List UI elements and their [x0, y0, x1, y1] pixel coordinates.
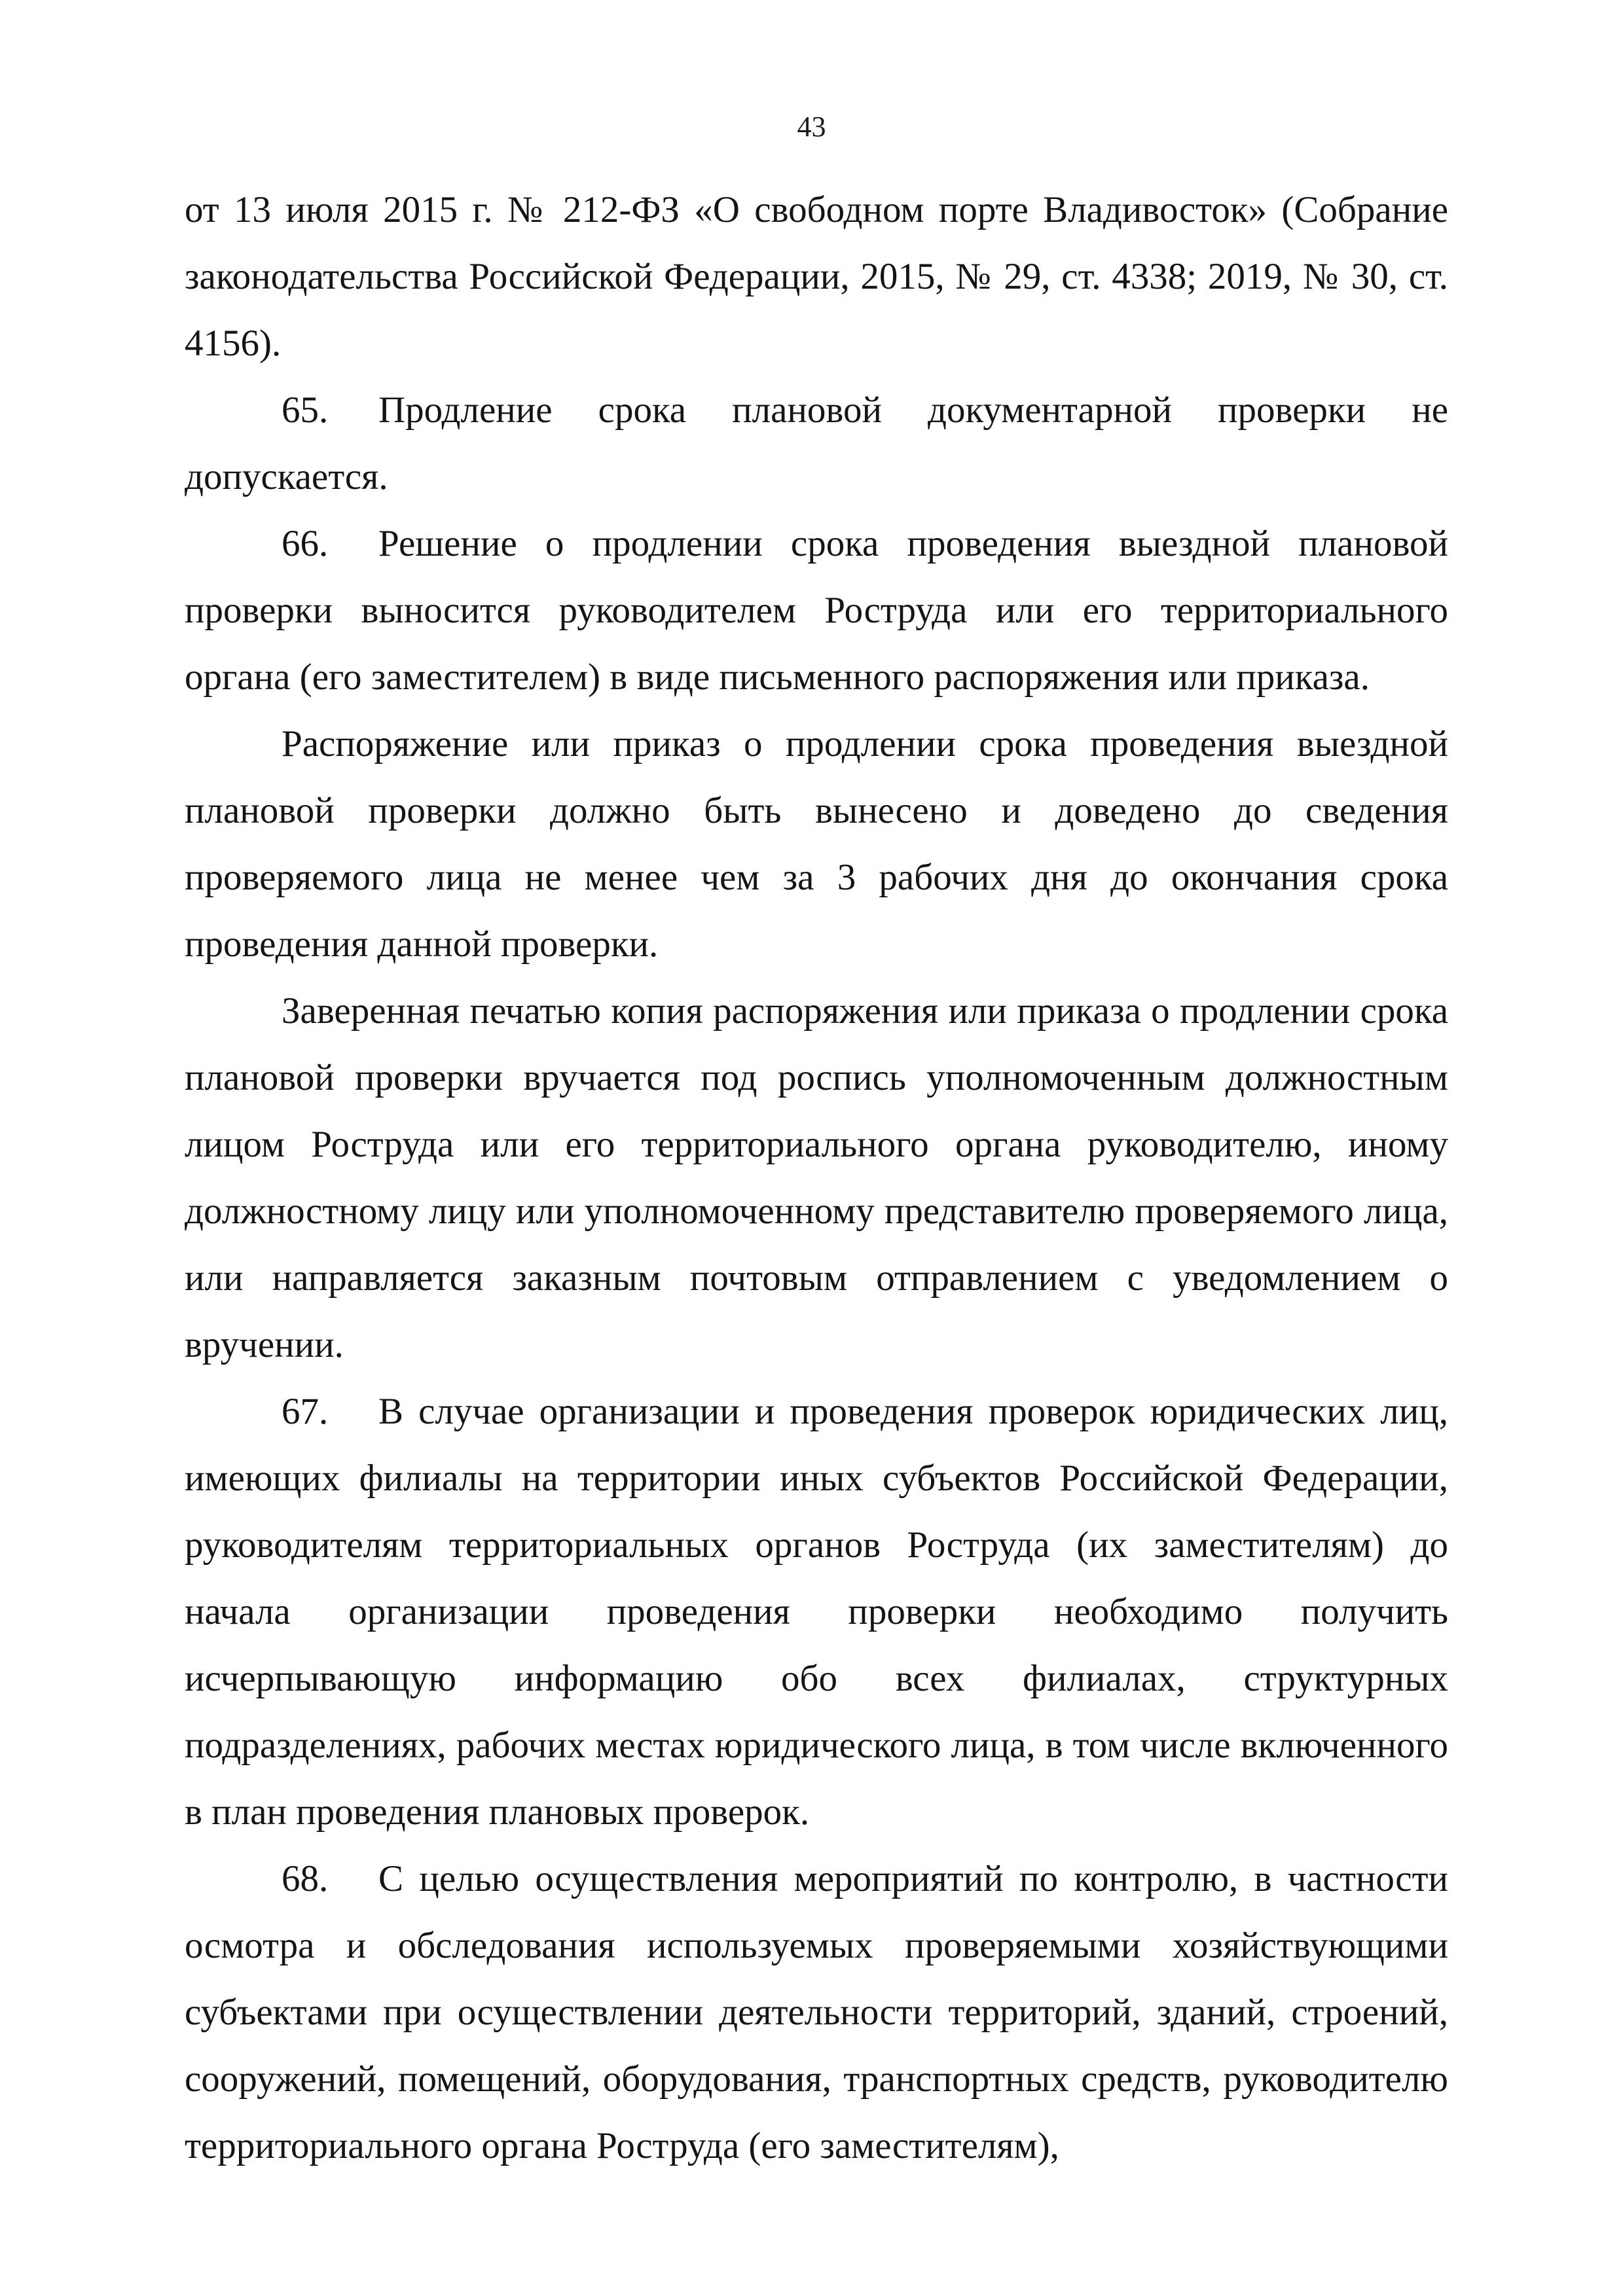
paragraph-67 — [185, 1378, 1448, 1846]
paragraph-text: от 13 июля 2015 г. № 212-ФЗ «О свободном порте Владивосток» (Собрание законодательства Российской Федерации, 2015, № 29, ст. 4338; 2019, № 30, ст. 4156). — [185, 189, 1448, 364]
paragraph-65 — [185, 377, 1448, 511]
paragraph-number: 67. — [282, 1391, 329, 1432]
document-body — [185, 177, 1448, 2179]
paragraph-text: Решение о продлении срока проведения выездной плановой проверки выносится руководителем Роструда или его территориального органа (его заместителем) в виде письменного распоряжения или приказа. — [185, 523, 1448, 698]
page-number: 43 — [797, 111, 826, 143]
paragraph-text: Продление срока плановой документарной проверки не допускается. — [185, 389, 1448, 497]
paragraph-number: 68. — [282, 1858, 329, 1899]
paragraph-text: С целью осуществления мероприятий по контролю, в частности осмотра и обследования используемых проверяемыми хозяйствующими субъектами при осуществлении деятельности территорий, зданий, строений, сооружений, помещений, оборудования, транспортных средств, руководителю территориального органа Роструда (его заместителям), — [185, 1858, 1448, 2166]
paragraph-66-part-2 — [185, 711, 1448, 978]
paragraph-number: 65. — [282, 389, 329, 431]
paragraph-text: В случае организации и проведения проверок юридических лиц, имеющих филиалы на территории иных субъектов Российской Федерации, руководителям территориальных органов Роструда (их заместителям) до начала организации проведения проверки необходимо получить исчерпывающую информацию обо всех филиалах, структурных подразделениях, рабочих местах юридического лица, в том числе включенного в план проведения плановых проверок. — [185, 1391, 1448, 1833]
paragraph-66 — [185, 511, 1448, 711]
paragraph-text: Заверенная печатью копия распоряжения или приказа о продлении срока плановой проверки вручается под роспись уполномоченным должностным лицом Роструда или его территориального органа руководителю, иному должностному лицу или уполномоченному представителю проверяемого лица, или направляется заказным почтовым отправлением с уведомлением о вручении. — [185, 990, 1448, 1365]
paragraph-68 — [185, 1846, 1448, 2179]
paragraph-number: 66. — [282, 523, 329, 564]
paragraph-continuation — [185, 177, 1448, 377]
paragraph-text: Распоряжение или приказ о продлении срока проведения выездной плановой проверки должно быть вынесено и доведено до сведения проверяемого лица не менее чем за 3 рабочих дня до окончания срока проведения данной проверки. — [185, 723, 1448, 965]
paragraph-66-part-3 — [185, 978, 1448, 1378]
